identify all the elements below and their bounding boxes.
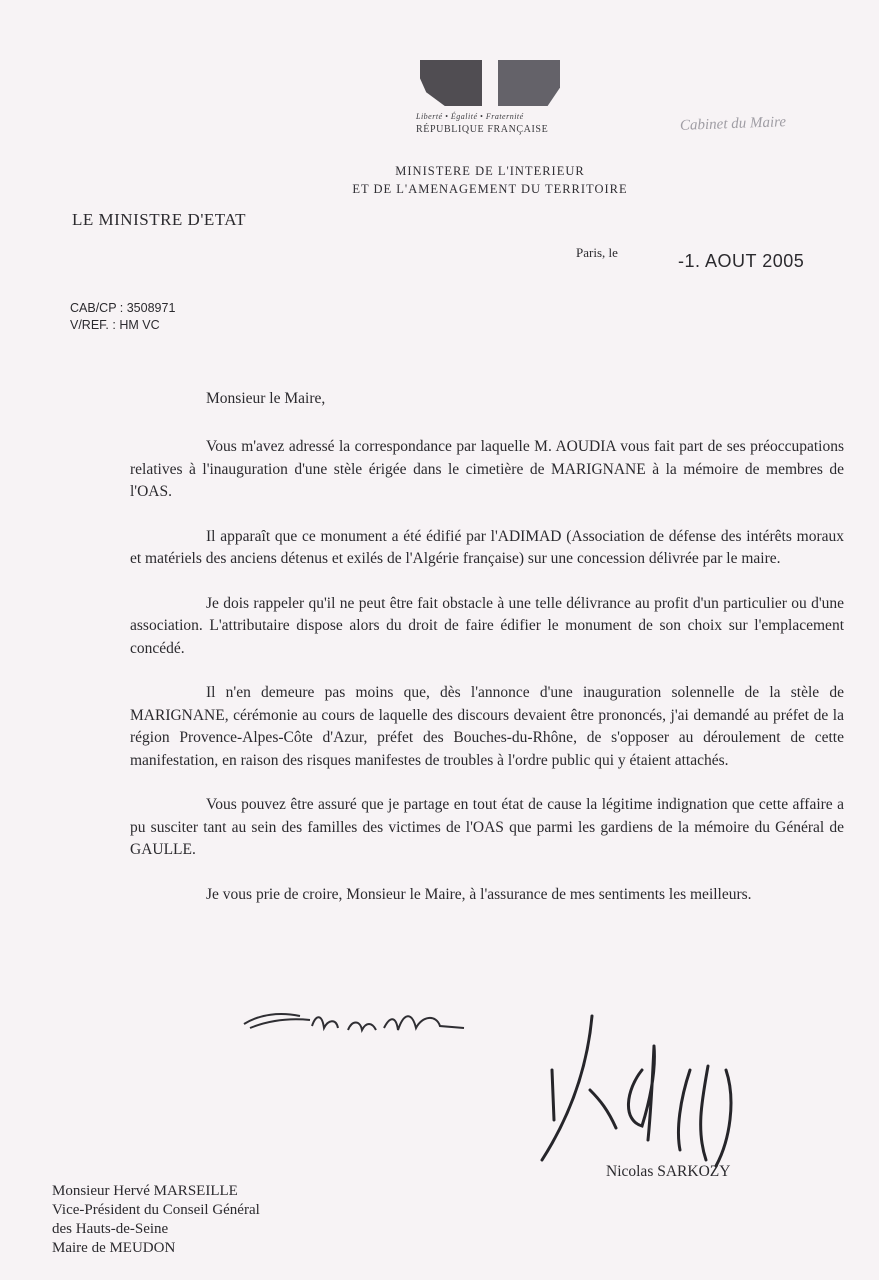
signer-name: Nicolas SARKOZY	[606, 1163, 731, 1180]
salutation: Monsieur le Maire,	[206, 390, 326, 407]
paragraph: Il apparaît que ce monument a été édifié par l'ADIMAD (Association de défense des intérêts moraux et matériels des anciens détenus et exilés de l'Algérie française) sur une concession délivrée par le maire.	[130, 527, 844, 567]
addressee-name: Monsieur Hervé MARSEILLE	[52, 1183, 238, 1199]
addressee-block	[52, 1182, 260, 1258]
marianne-emblem-right	[498, 60, 560, 106]
addressee-role: Vice-Président du Conseil Général	[52, 1202, 260, 1218]
handwritten-note	[240, 1002, 470, 1042]
paragraph: Vous m'avez adressé la correspondance par laquelle M. AOUDIA vous fait part de ses préoccupations relatives à l'inauguration d'une stèle érigée dans le cimetière de MARIGNANE à la mémoire de membres de l'OAS.	[130, 438, 844, 500]
paragraph: Je dois rappeler qu'il ne peut être fait obstacle à une telle délivrance au profit d'un particulier ou d'une association. L'attributaire dispose alors du droit de faire édifier le monument de son choix sur l'emplacement concédé.	[130, 594, 844, 657]
letter-body	[130, 436, 844, 928]
paragraph: Il n'en demeure pas moins que, dès l'annonce d'une inauguration solennelle de la stèle de MARIGNANE, cérémonie au cours de laquelle des discours devaient être prononcés, j'ai demandé au préfet de la région Provence-Alpes-Côte d'Azur, préfet des Bouches-du-Rhône, de s'opposer au déroulement de cette manifestation, en raison des risques manifestes de troubles à l'ordre public qui y étaient attachés.	[130, 684, 844, 769]
paragraph: Je vous prie de croire, Monsieur le Maire, à l'assurance de mes sentiments les meilleurs.	[206, 885, 752, 903]
ministry-line-1: MINISTERE DE L'INTERIEUR	[395, 164, 585, 178]
reference-block	[70, 300, 175, 334]
place-label: Paris, le	[576, 245, 618, 260]
marianne-emblem-left	[420, 60, 482, 106]
ministry-heading	[320, 162, 660, 198]
reference-cab: CAB/CP : 3508971	[70, 301, 176, 315]
addressee-mayor: Maire de MEUDON	[52, 1240, 176, 1256]
letter-date: -1. AOUT 2005	[678, 251, 805, 271]
addressee-department: des Hauts-de-Seine	[52, 1221, 169, 1237]
sender-title: LE MINISTRE D'ETAT	[72, 210, 247, 229]
signature	[530, 1010, 760, 1170]
republique-francaise-logo	[412, 56, 567, 146]
reference-vref: V/REF. : HM VC	[70, 318, 160, 332]
ministry-line-2: ET DE L'AMENAGEMENT DU TERRITOIRE	[352, 182, 628, 196]
logo-motto: Liberté • Égalité • Fraternité	[416, 112, 524, 121]
received-stamp: Cabinet du Maire	[679, 114, 787, 134]
logo-republic: RÉPUBLIQUE FRANÇAISE	[416, 124, 549, 135]
paragraph: Vous pouvez être assuré que je partage en tout état de cause la légitime indignation que cette affaire a pu susciter tant au sein des familles des victimes de l'OAS que parmi les gardiens de la mémoire du Général de GAULLE.	[130, 796, 844, 858]
